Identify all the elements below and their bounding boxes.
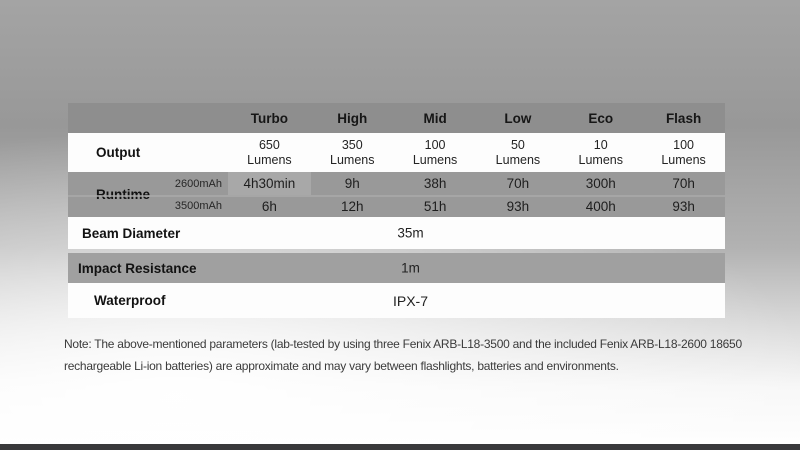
waterproof-value: IPX-7: [392, 292, 428, 309]
impact-resistance-row: [68, 253, 725, 283]
output-value-cell: [228, 133, 311, 172]
mode-header-flash: Flash: [665, 110, 702, 126]
runtime-value-cell: 12h: [340, 198, 364, 214]
output-value-cell: [559, 133, 642, 172]
output-number: 100: [673, 137, 694, 152]
output-unit: Lumens: [330, 152, 375, 167]
runtime-value-cell: 38h: [423, 176, 447, 191]
beam-diameter-value: 35m: [397, 225, 424, 241]
runtime-value-cell: 70h: [672, 176, 695, 191]
output-unit: Lumens: [578, 152, 623, 167]
impact-resistance-value: 1m: [401, 260, 420, 276]
runtime-value-cell: 400h: [585, 198, 616, 214]
battery-capacity-label: 3500mAh: [174, 200, 222, 212]
output-value-cell: [311, 133, 394, 172]
waterproof-label: Waterproof: [94, 293, 166, 308]
battery-capacity-label: 2600mAh: [174, 177, 222, 190]
output-number: 350: [341, 137, 363, 152]
runtime-value-cell: 9h: [344, 176, 360, 191]
output-value-cell: [477, 133, 560, 172]
output-unit: Lumens: [495, 152, 541, 167]
output-number: 100: [424, 137, 446, 152]
output-unit: Lumens: [412, 152, 458, 167]
header-empty-cell: [68, 103, 228, 133]
output-value-cell: [394, 133, 477, 172]
output-unit: Lumens: [247, 152, 292, 167]
bottom-dark-bar: [0, 444, 800, 450]
runtime-value-cell: 93h: [672, 198, 695, 214]
runtime-row-divider: [68, 195, 725, 197]
waterproof-row: [68, 283, 725, 318]
runtime-value-cell: 51h: [423, 198, 447, 214]
output-number: 650: [258, 137, 280, 152]
runtime-value-cell: 6h: [261, 198, 277, 214]
note-line: rechargeable Li-ion batteries) are approximate and may vary between flashlights, batteries and environments.: [64, 359, 619, 373]
output-row: [68, 133, 725, 172]
mode-header-eco: Eco: [588, 110, 614, 126]
impact-resistance-label: Impact Resistance: [78, 260, 197, 276]
note-line: Note: The above-mentioned parameters (lab-tested by using three Fenix ARB-L18-3500 and the included Fenix ARB-L18-2600 18650: [64, 337, 742, 351]
runtime-value-cell: 4h30min: [228, 172, 311, 195]
runtime-value-cell: 70h: [506, 176, 530, 191]
mode-header-turbo: Turbo: [250, 110, 289, 126]
output-row-label: Output: [96, 145, 141, 160]
beam-diameter-label: Beam Diameter: [82, 225, 181, 241]
runtime-rows: [68, 172, 725, 217]
output-number: 10: [593, 137, 608, 152]
mode-header-low: Low: [504, 110, 532, 126]
beam-diameter-row: [68, 217, 725, 249]
output-unit: Lumens: [661, 152, 706, 167]
mode-header-high: High: [337, 110, 368, 126]
output-number: 50: [510, 137, 525, 152]
note-text: [64, 333, 764, 377]
mode-header-mid: Mid: [423, 110, 447, 126]
table-header-row: [68, 103, 725, 133]
runtime-value-cell: 93h: [506, 198, 530, 214]
spec-table: [68, 103, 725, 318]
output-value-cell: [642, 133, 725, 172]
runtime-value-cell: 300h: [585, 176, 616, 191]
